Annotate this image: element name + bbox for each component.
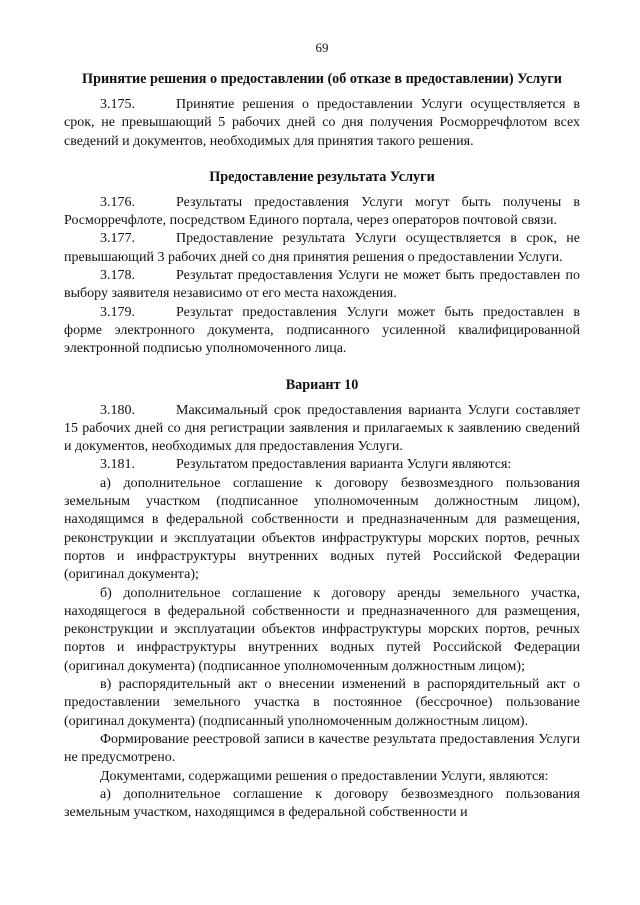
- paragraph-text: Результаты предоставления Услуги могут быть получены в Росморречфлоте, посредством Единого портала, через операторов почтовой связи.: [64, 194, 580, 229]
- section-heading-variant-10: Вариант 10: [285, 376, 359, 393]
- page-number: 69: [315, 40, 329, 55]
- paragraph-number: 3.177.: [100, 231, 135, 247]
- section-heading-decision: Принятие решения о предоставлении (об отказе в предоставлении) Услуги: [82, 71, 562, 87]
- paragraph-3-175: [64, 96, 580, 151]
- paragraph-number: 3.176.: [100, 194, 135, 210]
- paragraph-registry-note: Формирование реестровой записи в качестве результата предоставления Услуги не предусмотрено.: [64, 731, 580, 766]
- paragraph-text: Результатом предоставления варианта Услуги являются:: [176, 457, 512, 473]
- list-item-b: б) дополнительное соглашение к договору аренды земельного участка, находящегося в федеральной собственности и предназначенного для размещения, реконструкции и эксплуатации объектов инфраструктуры морских портов, речных портов и инфраструктуры внутренних водных путей Российской Федерации (оригинал документа) (подписанное уполномоченным должностным лицом);: [64, 585, 580, 674]
- list-item-v: в) распорядительный акт о внесении изменений в распорядительный акт о предоставлении земельного участка в постоянное (бессрочное) пользование (оригинал документа) (подписанный уполномоченным должностным лицом).: [64, 677, 580, 729]
- section-heading-result: Предоставление результата Услуги: [209, 168, 435, 185]
- paragraph-3-176: [64, 194, 580, 231]
- paragraph-3-177: [64, 230, 580, 267]
- paragraph-text: Принятие решения о предоставлении Услуги осуществляется в срок, не превышающий 5 рабочих дней со дня получения Росморречфлотом всех сведений и документов, необходимых для принятия такого решения.: [64, 97, 580, 149]
- paragraph-decision-documents: Документами, содержащими решения о предоставлении Услуги, являются:: [100, 768, 549, 784]
- paragraph-number: 3.180.: [100, 402, 135, 418]
- paragraph-number: 3.175.: [100, 97, 135, 112]
- list-item-a-2: а) дополнительное соглашение к договору безвозмездного пользования земельным участком, находящимся в федеральной собственности и: [64, 786, 580, 821]
- paragraph-text: Результат предоставления Услуги не может быть предоставлен по выбору заявителя независимо от его места нахождения.: [64, 268, 580, 302]
- paragraph-3-180: [64, 402, 580, 457]
- paragraph-3-179: [64, 304, 580, 359]
- paragraph-text: Максимальный срок предоставления варианта Услуги составляет 15 рабочих дней со дня регистрации заявления и прилагаемых к заявлению сведений и документов, необходимых для предоставления Услуги.: [64, 402, 580, 455]
- paragraph-3-181: [64, 456, 580, 474]
- paragraph-number: 3.179.: [100, 304, 135, 320]
- paragraph-number: 3.178.: [100, 268, 135, 284]
- paragraph-number: 3.181.: [100, 457, 135, 473]
- paragraph-text: Предоставление результата Услуги осуществляется в срок, не превышающий 3 рабочих дней со дня принятия решения о предоставлении Услуги.: [64, 231, 580, 265]
- list-item-a: а) дополнительное соглашение к договору безвозмездного пользования земельным участком (подписанное уполномоченным должностным лицом), находящимся в федеральной собственности и предназначенным для размещения, реконструкции и эксплуатации объектов инфраструктуры морских портов, речных портов и инфраструктуры внутренних водных путей Российской Федерации (оригинал документа);: [64, 475, 580, 583]
- paragraph-text: Результат предоставления Услуги может быть предоставлен в форме электронного документа, подписанного усиленной квалифицированной электронной подписью уполномоченного лица.: [64, 304, 580, 357]
- paragraph-3-178: [64, 267, 580, 304]
